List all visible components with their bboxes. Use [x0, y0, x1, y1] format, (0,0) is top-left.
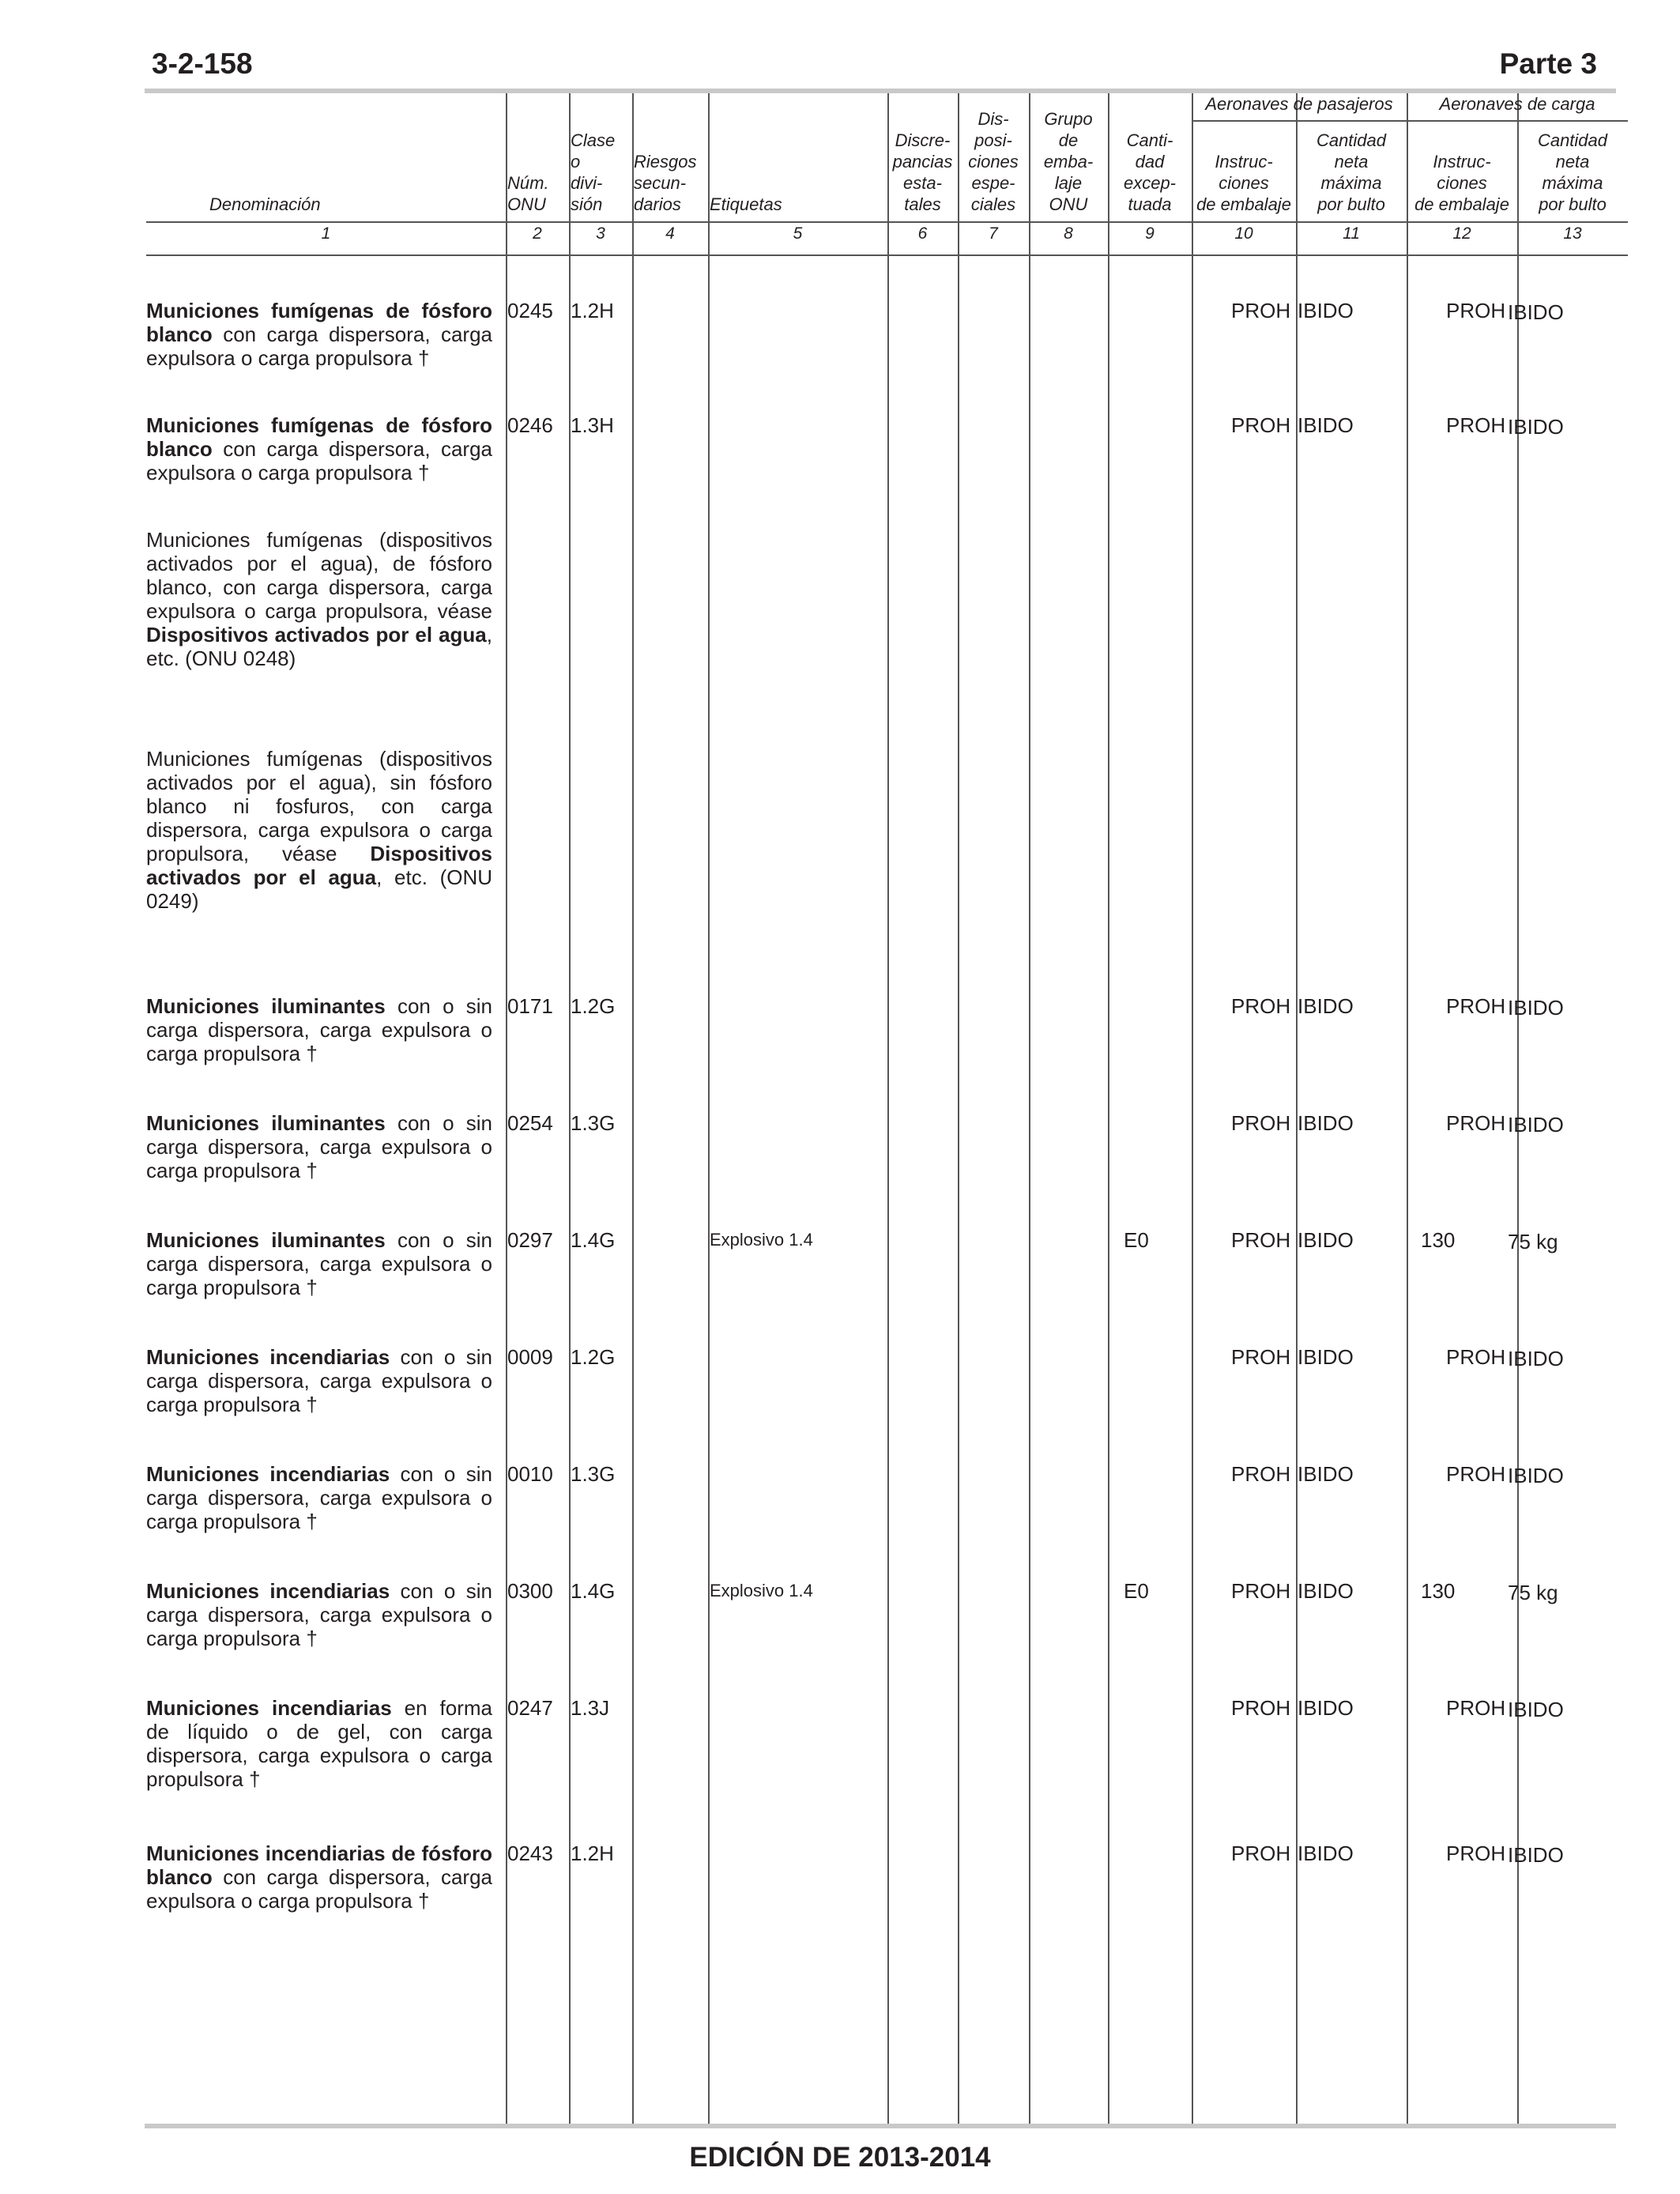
passenger-max-net-quantity: IBIDO: [1298, 1579, 1354, 1603]
column-header-3: Clase o divi- sión: [571, 130, 616, 214]
cargo-max-net-quantity: IBIDO: [1508, 1347, 1564, 1370]
class-division: 1.2G: [571, 1345, 616, 1369]
un-number: 0246: [507, 413, 553, 437]
cargo-max-net-quantity: IBIDO: [1508, 1464, 1564, 1487]
column-number-6: 6: [917, 224, 928, 243]
row-description: Municiones fumígenas de fósforo blanco con carga dispersora, carga expulsora o carga propulsora †: [146, 413, 492, 484]
un-number: 0010: [507, 1462, 553, 1486]
passenger-packing-instruction: PROH: [1231, 1462, 1291, 1486]
passenger-packing-instruction: PROH: [1231, 994, 1291, 1018]
passenger-aircraft-header: Aeronaves de pasajeros: [1205, 94, 1393, 114]
cargo-max-net-quantity: 75 kg: [1508, 1230, 1558, 1253]
column-header-8: Grupo de emba- laje ONU: [1043, 109, 1094, 214]
passenger-packing-instruction: PROH: [1231, 1345, 1291, 1369]
passenger-max-net-quantity: IBIDO: [1298, 1696, 1354, 1720]
column-header-12: Instruc- ciones de embalaje: [1414, 152, 1509, 214]
column-number-12: 12: [1452, 224, 1471, 243]
row-description: Municiones iluminantes con o sin carga dispersora, carga expulsora o carga propulsora †: [146, 1228, 492, 1299]
column-header-6: Discre- pancias esta- tales: [892, 130, 953, 214]
column-rule: [1108, 93, 1109, 2124]
row-description: Municiones fumígenas (dispositivos activados por el agua), de fósforo blanco, con carga dispersora, carga expulsora o carga propulsora, véase Dispositivos activados por el agua, etc. (ONU 0248): [146, 528, 492, 670]
column-number-8: 8: [1064, 224, 1073, 243]
cargo-packing-instruction: PROH: [1446, 1462, 1506, 1486]
column-rule: [632, 93, 634, 2124]
passenger-packing-instruction: PROH: [1231, 1579, 1291, 1603]
column-number-3: 3: [596, 224, 605, 243]
column-number-1: 1: [321, 224, 331, 243]
excepted-quantity: E0: [1124, 1579, 1149, 1603]
passenger-max-net-quantity: IBIDO: [1298, 1462, 1354, 1486]
passenger-max-net-quantity: IBIDO: [1298, 1345, 1354, 1369]
column-header-2: Núm. ONU: [507, 173, 549, 214]
group-header-rule: [1192, 120, 1628, 122]
cargo-max-net-quantity: IBIDO: [1508, 1113, 1564, 1137]
class-division: 1.2H: [571, 299, 614, 322]
column-rule: [1296, 93, 1298, 2124]
un-number: 0243: [507, 1842, 553, 1865]
cargo-packing-instruction: PROH: [1446, 1111, 1506, 1135]
passenger-packing-instruction: PROH: [1231, 299, 1291, 322]
row-description: Municiones incendiarias con o sin carga dispersora, carga expulsora o carga propulsora †: [146, 1462, 492, 1533]
column-number-13: 13: [1563, 224, 1582, 243]
class-division: 1.3J: [571, 1696, 610, 1720]
row-description: Municiones iluminantes con o sin carga dispersora, carga expulsora o carga propulsora †: [146, 1111, 492, 1182]
column-number-9: 9: [1145, 224, 1155, 243]
column-header-11: Cantidad neta máxima por bulto: [1316, 130, 1387, 214]
cargo-packing-instruction: PROH: [1446, 1345, 1506, 1369]
column-number-5: 5: [793, 224, 803, 243]
un-number: 0009: [507, 1345, 553, 1369]
column-rule: [1407, 93, 1408, 2124]
class-division: 1.2H: [571, 1842, 614, 1865]
column-number-7: 7: [989, 224, 998, 243]
cargo-packing-instruction: 130: [1421, 1228, 1456, 1252]
row-description: Municiones iluminantes con o sin carga dispersora, carga expulsora o carga propulsora †: [146, 994, 492, 1065]
row-description: Municiones incendiarias de fósforo blanco con carga dispersora, carga expulsora o carga propulsora †: [146, 1842, 492, 1913]
part-label: Parte 3: [1499, 47, 1597, 80]
column-header-9: Canti- dad excep- tuada: [1123, 130, 1177, 214]
column-header-5: Etiquetas: [710, 194, 782, 214]
passenger-packing-instruction: PROH: [1231, 413, 1291, 437]
column-number-2: 2: [533, 224, 542, 243]
cargo-packing-instruction: PROH: [1446, 1842, 1506, 1865]
cargo-max-net-quantity: 75 kg: [1508, 1581, 1558, 1604]
excepted-quantity: E0: [1124, 1228, 1149, 1252]
passenger-max-net-quantity: IBIDO: [1298, 1228, 1354, 1252]
cargo-aircraft-header: Aeronaves de carga: [1439, 94, 1595, 114]
column-rule: [1029, 93, 1030, 2124]
passenger-packing-instruction: PROH: [1231, 1842, 1291, 1865]
column-number-10: 10: [1234, 224, 1253, 243]
column-header-4: Riesgos secun- darios: [634, 152, 697, 214]
column-header-1: Denominación: [209, 194, 321, 214]
edition-footer: EDICIÓN DE 2013-2014: [689, 2142, 991, 2173]
cargo-packing-instruction: PROH: [1446, 994, 1506, 1018]
column-number-11: 11: [1343, 224, 1360, 243]
passenger-max-net-quantity: IBIDO: [1298, 299, 1354, 322]
cargo-max-net-quantity: IBIDO: [1508, 415, 1564, 439]
passenger-max-net-quantity: IBIDO: [1298, 413, 1354, 437]
row-description: Municiones fumígenas de fósforo blanco con carga dispersora, carga expulsora o carga propulsora †: [146, 299, 492, 370]
cargo-packing-instruction: PROH: [1446, 299, 1506, 322]
column-rule: [1517, 93, 1519, 2124]
un-number: 0300: [507, 1579, 553, 1603]
passenger-max-net-quantity: IBIDO: [1298, 994, 1354, 1018]
un-number: 0247: [507, 1696, 553, 1720]
row-description: Municiones incendiarias con o sin carga dispersora, carga expulsora o carga propulsora †: [146, 1579, 492, 1650]
column-header-13: Cantidad neta máxima por bulto: [1537, 130, 1608, 214]
cargo-max-net-quantity: IBIDO: [1508, 1843, 1564, 1867]
passenger-packing-instruction: PROH: [1231, 1111, 1291, 1135]
class-division: 1.3H: [571, 413, 614, 437]
passenger-max-net-quantity: IBIDO: [1298, 1842, 1354, 1865]
column-header-7: Dis- posi- ciones espe- ciales: [968, 109, 1019, 214]
column-rule: [708, 93, 710, 2124]
column-rule: [569, 93, 571, 2124]
header-rule: [146, 221, 1628, 223]
un-number: 0254: [507, 1111, 553, 1135]
passenger-packing-instruction: PROH: [1231, 1228, 1291, 1252]
column-header-10: Instruc- ciones de embalaje: [1196, 152, 1291, 214]
column-rule: [958, 93, 959, 2124]
label-text: Explosivo 1.4: [710, 1230, 813, 1250]
row-description: Municiones incendiarias en forma de líquido o de gel, con carga dispersora, carga expulsora o carga propulsora †: [146, 1696, 492, 1791]
cargo-max-net-quantity: IBIDO: [1508, 300, 1564, 324]
class-division: 1.4G: [571, 1228, 616, 1252]
bottom-rule: [145, 2124, 1616, 2128]
column-number-4: 4: [665, 224, 675, 243]
cargo-packing-instruction: PROH: [1446, 413, 1506, 437]
label-text: Explosivo 1.4: [710, 1581, 813, 1600]
class-division: 1.3G: [571, 1111, 616, 1135]
cargo-max-net-quantity: IBIDO: [1508, 996, 1564, 1020]
class-division: 1.2G: [571, 994, 616, 1018]
header-rule: [146, 254, 1628, 256]
column-rule: [887, 93, 889, 2124]
cargo-packing-instruction: 130: [1421, 1579, 1456, 1603]
row-description: Municiones incendiarias con o sin carga dispersora, carga expulsora o carga propulsora †: [146, 1345, 492, 1416]
column-rule: [506, 93, 507, 2124]
class-division: 1.4G: [571, 1579, 616, 1603]
passenger-packing-instruction: PROH: [1231, 1696, 1291, 1720]
passenger-max-net-quantity: IBIDO: [1298, 1111, 1354, 1135]
un-number: 0245: [507, 299, 553, 322]
class-division: 1.3G: [571, 1462, 616, 1486]
cargo-max-net-quantity: IBIDO: [1508, 1698, 1564, 1721]
cargo-packing-instruction: PROH: [1446, 1696, 1506, 1720]
page-number: 3-2-158: [152, 47, 253, 80]
un-number: 0297: [507, 1228, 553, 1252]
column-rule: [1192, 93, 1193, 2124]
row-description: Municiones fumígenas (dispositivos activados por el agua), sin fósforo blanco ni fosfuros, con carga dispersora, carga expulsora o carga propulsora, véase Dispositivos activados por el agua, etc. (ONU 0249): [146, 747, 492, 913]
un-number: 0171: [507, 994, 553, 1018]
